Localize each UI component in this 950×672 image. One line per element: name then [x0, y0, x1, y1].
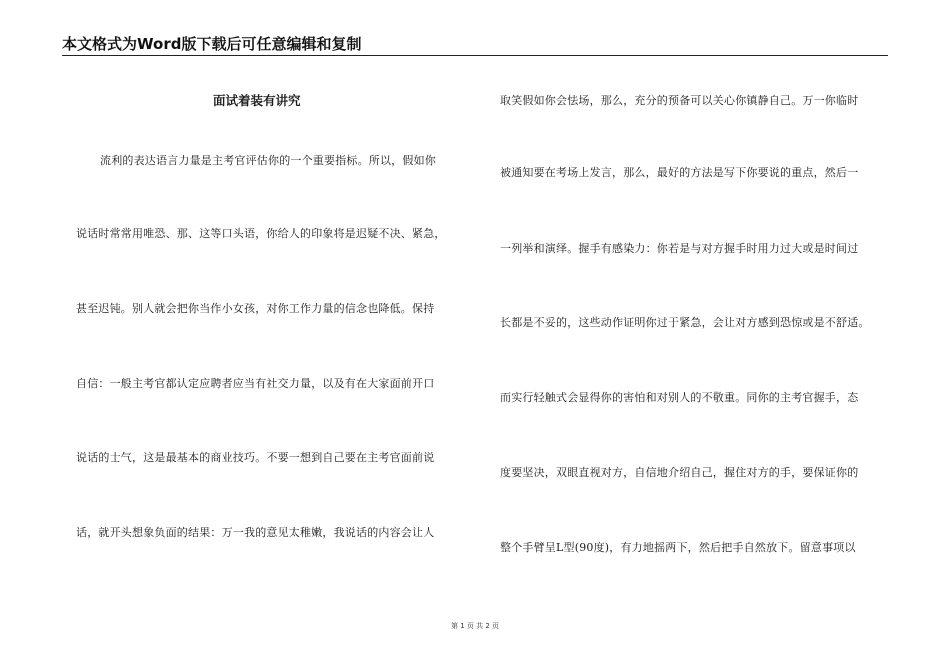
- right-column-line: 取笑假如你会怯场，那么，充分的预备可以关心你镇静自己。万一你临时: [500, 94, 859, 107]
- article-title: 面试着装有讲究: [213, 93, 301, 108]
- left-column-line: 甚至迟钝。别人就会把你当作小女孩，对你工作力量的信念也降低。保持: [76, 302, 435, 315]
- left-column-line: 说话时常常用唯恐、那、这等口头语，你给人的印象将是迟疑不决、紧急，: [76, 227, 446, 240]
- header-divider: [62, 55, 888, 56]
- page-number: 第 1 页 共 2 页: [450, 622, 500, 630]
- right-column-line: 而实行轻触式会显得你的害怕和对别人的不敬重。同你的主考官握手，态: [500, 391, 859, 404]
- right-column-line: 度要坚决，双眼直视对方，自信地介绍自己，握住对方的手，要保证你的: [500, 466, 859, 479]
- right-column-line: 一列举和演绎。握手有感染力：你若是与对方握手时用力过大或是时间过: [500, 242, 859, 255]
- right-column-line: 整个手臂呈L型(90度)，有力地摇两下，然后把手自然放下。留意事项以: [500, 541, 856, 554]
- right-column-line: 被通知要在考场上发言，那么，最好的方法是写下你要说的重点，然后一: [500, 166, 859, 179]
- left-column-line: 话，就开头想象负面的结果：万一我的意见太稚嫩，我说话的内容会让人: [76, 526, 435, 539]
- left-column-line: 自信：一般主考官都认定应聘者应当有社交力量，以及有在大家面前开口: [76, 377, 435, 390]
- left-column-line: 说话的士气，这是最基本的商业技巧。不要一想到自己要在主考官面前说: [76, 451, 435, 464]
- right-column-line: 长都是不妥的，这些动作证明你过于紧急，会让对方感到恐惊或是不舒适。: [500, 316, 870, 329]
- left-column-line: 流利的表达语言力量是主考官评估你的一个重要指标。所以，假如你: [100, 154, 436, 167]
- document-header-note: 本文格式为Word版下载后可任意编辑和复制: [62, 35, 362, 53]
